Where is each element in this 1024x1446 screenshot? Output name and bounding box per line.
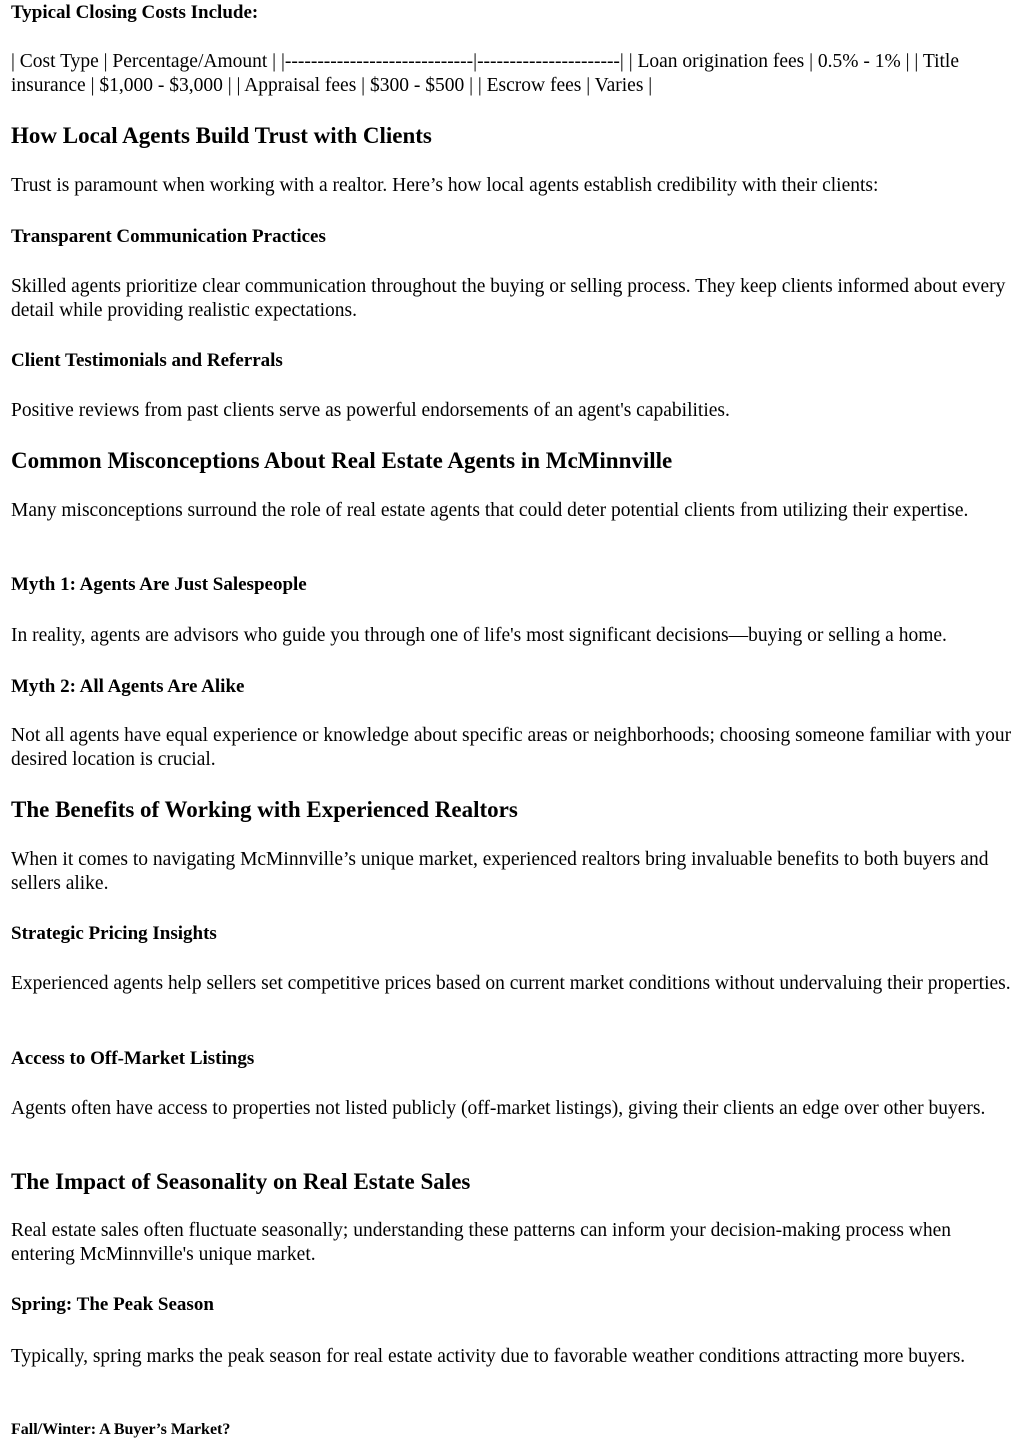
spring-text: Typically, spring marks the peak season for real estate activity due to favorable weather conditions attracting more buyers. <box>11 1346 966 1367</box>
fall-winter-heading: Fall/Winter: A Buyer’s Market? <box>11 1421 231 1438</box>
misconceptions-intro: Many misconceptions surround the role of real estate agents that could deter potential clients from utilizing their expertise. <box>11 500 969 521</box>
spring-heading: Spring: The Peak Season <box>11 1294 214 1315</box>
trust-heading: How Local Agents Build Trust with Clients <box>11 123 432 148</box>
seasonality-heading: The Impact of Seasonality on Real Estate Sales <box>11 1169 471 1194</box>
transparent-text: Skilled agents prioritize clear communication throughout the buying or selling process. They keep clients informed about every detail while providing realistic expectations. <box>11 276 1006 321</box>
testimonials-heading: Client Testimonials and Referrals <box>11 350 283 371</box>
myth1-heading: Myth 1: Agents Are Just Salespeople <box>11 574 307 595</box>
benefits-intro: When it comes to navigating McMinnville’s unique market, experienced realtors bring invaluable benefits to both buyers and sellers alike. <box>11 849 989 894</box>
closing-costs-heading: Typical Closing Costs Include: <box>11 2 259 23</box>
benefits-heading: The Benefits of Working with Experienced Realtors <box>11 797 518 822</box>
seasonality-intro: Real estate sales often fluctuate seasonally; understanding these patterns can inform your decision-making process when entering McMinnville's unique market. <box>11 1220 952 1265</box>
misconceptions-heading: Common Misconceptions About Real Estate Agents in McMinnville <box>11 448 673 473</box>
myth2-heading: Myth 2: All Agents Are Alike <box>11 676 245 697</box>
testimonials-text: Positive reviews from past clients serve as powerful endorsements of an agent's capabilities. <box>11 400 730 421</box>
closing-costs-table-text: | Cost Type | Percentage/Amount | |-----------------------------|----------------------| | Loan origination fees | 0.5% - 1% | | Title insurance | $1,000 - $3,000 | | Appraisal fees | $300 - $500 | | Escrow fees | Varies | <box>11 51 959 96</box>
myth2-text: Not all agents have equal experience or knowledge about specific areas or neighborhoods; choosing someone familiar with your desired location is crucial. <box>11 725 1012 770</box>
transparent-heading: Transparent Communication Practices <box>11 226 326 247</box>
myth1-text: In reality, agents are advisors who guide you through one of life's most significant decisions—buying or selling a home. <box>11 625 947 646</box>
offmarket-heading: Access to Off-Market Listings <box>11 1048 255 1069</box>
offmarket-text: Agents often have access to properties not listed publicly (off-market listings), giving their clients an edge over other buyers. <box>11 1098 986 1119</box>
pricing-heading: Strategic Pricing Insights <box>11 923 217 944</box>
trust-intro: Trust is paramount when working with a realtor. Here’s how local agents establish credibility with their clients: <box>11 175 879 196</box>
pricing-text: Experienced agents help sellers set competitive prices based on current market conditions without undervaluing their properties. <box>11 973 1011 994</box>
